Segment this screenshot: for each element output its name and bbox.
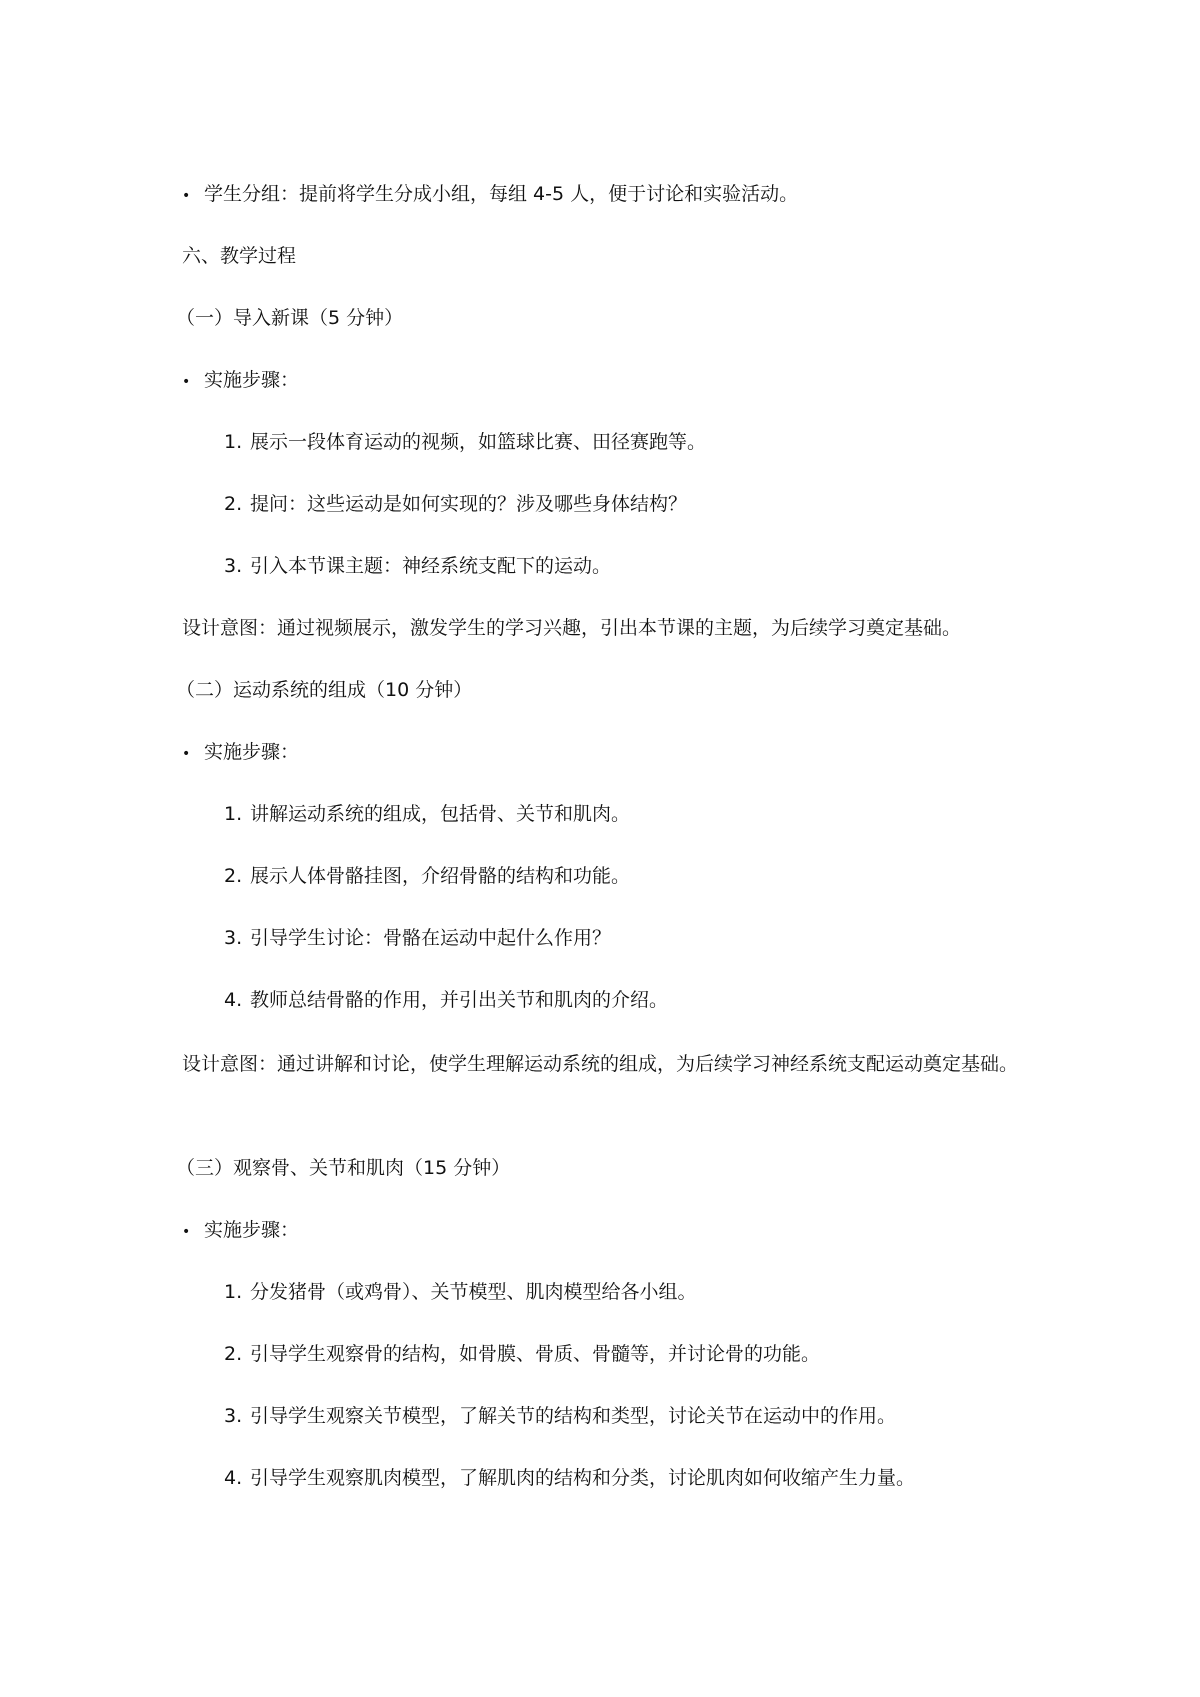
- list-text: 引导学生观察关节模型，了解关节的结构和类型，讨论关节在运动中的作用。: [250, 1405, 897, 1427]
- bullet-icon: •: [182, 374, 191, 390]
- list-text: 引入本节课主题：神经系统支配下的运动。: [250, 555, 612, 577]
- list-text: 引导学生讨论：骨骼在运动中起什么作用？: [250, 927, 612, 949]
- list-item: [224, 490, 687, 518]
- steps-label-text: 实施步骤：: [204, 741, 300, 763]
- list-number: 3.: [224, 555, 243, 577]
- list-item: [224, 986, 668, 1014]
- list-item: [224, 862, 630, 890]
- list-item: [224, 1278, 697, 1306]
- list-item: [224, 1340, 820, 1368]
- list-number: 1.: [224, 431, 243, 453]
- steps-label-text: 实施步骤：: [204, 369, 300, 391]
- group-note: [182, 180, 798, 210]
- list-number: 2.: [224, 493, 243, 515]
- part3-steps-label: [182, 1216, 299, 1246]
- bullet-icon: •: [182, 188, 191, 204]
- part1-heading: （一）导入新课（5 分钟）: [176, 307, 404, 329]
- part1-design-intent: 设计意图：通过视频展示，激发学生的学习兴趣，引出本节课的主题，为后续学习奠定基础。: [182, 617, 962, 639]
- list-text: 教师总结骨骼的作用，并引出关节和肌肉的介绍。: [250, 989, 669, 1011]
- list-number: 4.: [224, 1467, 243, 1489]
- part1-steps-label: [182, 366, 299, 396]
- bullet-icon: •: [182, 1224, 191, 1240]
- list-item: [224, 1402, 896, 1430]
- list-number: 2.: [224, 1343, 243, 1365]
- part2-heading: （二）运动系统的组成（10 分钟）: [176, 679, 473, 701]
- section-title: 六、教学过程: [182, 245, 297, 267]
- list-item: [224, 1464, 915, 1492]
- list-item: [224, 800, 630, 828]
- list-text: 分发猪骨（或鸡骨）、关节模型、肌肉模型给各小组。: [250, 1281, 697, 1303]
- list-number: 3.: [224, 1405, 243, 1427]
- list-number: 1.: [224, 803, 243, 825]
- part2-steps-label: [182, 738, 299, 768]
- list-text: 讲解运动系统的组成，包括骨、关节和肌肉。: [250, 803, 631, 825]
- list-text: 提问：这些运动是如何实现的？涉及哪些身体结构？: [250, 493, 688, 515]
- list-item: [224, 428, 706, 456]
- part2-design-intent: 设计意图：通过讲解和讨论，使学生理解运动系统的组成，为后续学习神经系统支配运动奠定基础。: [182, 1053, 1019, 1075]
- part3-heading: （三）观察骨、关节和肌肉（15 分钟）: [176, 1157, 511, 1179]
- list-item: [224, 552, 611, 580]
- list-number: 3.: [224, 927, 243, 949]
- list-number: 1.: [224, 1281, 243, 1303]
- list-text: 展示人体骨骼挂图，介绍骨骼的结构和功能。: [250, 865, 631, 887]
- list-text: 引导学生观察骨的结构，如骨膜、骨质、骨髓等，并讨论骨的功能。: [250, 1343, 821, 1365]
- list-number: 2.: [224, 865, 243, 887]
- group-note-text: 学生分组：提前将学生分成小组，每组 4-5 人，便于讨论和实验活动。: [204, 183, 799, 205]
- steps-label-text: 实施步骤：: [204, 1219, 300, 1241]
- bullet-icon: •: [182, 746, 191, 762]
- list-text: 引导学生观察肌肉模型，了解肌肉的结构和分类，讨论肌肉如何收缩产生力量。: [250, 1467, 916, 1489]
- list-text: 展示一段体育运动的视频，如篮球比赛、田径赛跑等。: [250, 431, 707, 453]
- list-item: [224, 924, 611, 952]
- list-number: 4.: [224, 989, 243, 1011]
